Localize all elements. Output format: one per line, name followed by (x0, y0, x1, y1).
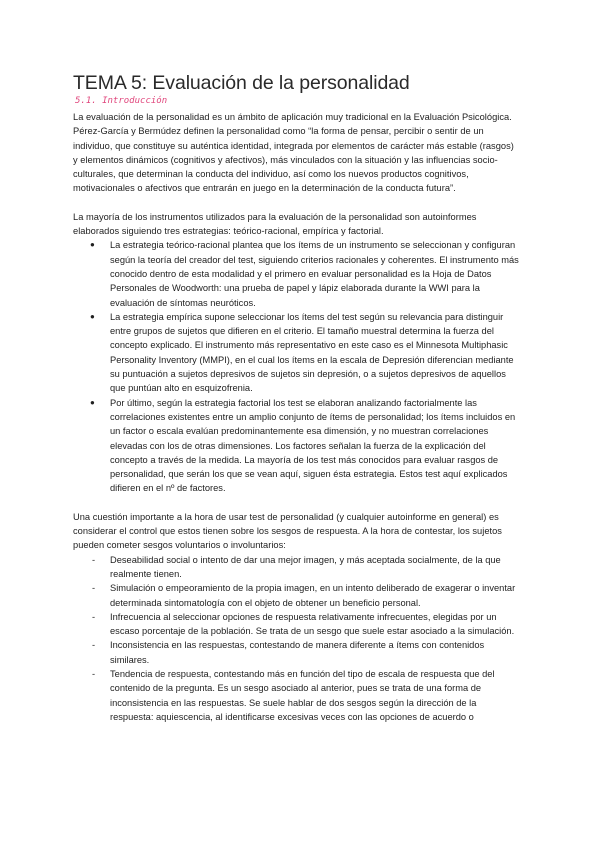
bias-text: Infrecuencia al seleccionar opciones de respuesta relativamente infrecuentes, elegidas por un escaso porcentaje de la población. Se trata de un sesgo que suele estar asociado a la simulación. (110, 611, 515, 637)
bias-text: Tendencia de respuesta, contestando más en función del tipo de escala de respuesta que del contenido de la pregunta. Es un sesgo asociado al anterior, pues se trata de una forma de inconsistencia en las respuestas. Se suele hablar de dos sesgos según la dirección de la respuesta: aquiescencia, al identificarse excesivas veces con las opciones de acuerdo o (110, 668, 495, 722)
page-title: TEMA 5: Evaluación de la personalidad (73, 72, 410, 94)
document-content (73, 71, 521, 724)
biases-list (73, 553, 521, 725)
bias-item (73, 667, 521, 724)
section-subtitle: 5.1. Introducción (75, 96, 168, 106)
dash-mark: - (92, 554, 96, 565)
paragraph-gap (73, 196, 521, 210)
strategies-list (73, 238, 521, 495)
bias-item (73, 638, 521, 667)
dash-mark: - (92, 640, 96, 651)
strategy-item (73, 310, 521, 396)
strategies-intro-paragraph: La mayoría de los instrumentos utilizados para la evaluación de la personalidad son autoinformes elaborados siguiendo tres estrategias: teórico-racional, empírica y factorial. (73, 211, 477, 237)
strategy-text: La estrategia teórico-racional plantea que los ítems de un instrumento se seleccionan y configuran según la teoría del creador del test, siguiendo criterios racionales y coherentes. El instrumento más conocido dentro de esta modalidad y el primero en evaluar personalidad es la Hoja de Datos Personales de Woodworth: una prueba de papel y lápiz elaborada durante la WWI para la evaluación de síntomas neuróticos. (110, 240, 519, 308)
dash-mark: - (92, 611, 96, 622)
bullet-mark: ● (90, 311, 95, 321)
dash-mark: - (92, 668, 96, 679)
bullet-mark: ● (90, 240, 95, 250)
strategy-item (73, 238, 521, 309)
bias-text: Inconsistencia en las respuestas, contestando de manera diferente a ítems con contenidos similares. (110, 640, 485, 665)
strategy-text: La estrategia empírica supone seleccionar los ítems del test según su relevancia para distinguir entre grupos de sujetos que difieren en el criterio. El tamaño muestral determina la fuerza del concepto explicado. El instrumento más representativo en este caso es el Minnesota Multiphasic Personality Inventory (MMPI), en el cual los ítems en la escala de Depresión diferencian mediante su puntuación a sujetos depresivos de sujetos sin depresión, o a sujetos depresivos de aquellos que puntúan alto en esquizofrenia. (110, 311, 514, 394)
bias-item (73, 553, 521, 582)
dash-mark: - (92, 583, 96, 594)
paragraph-gap (73, 496, 521, 510)
strategy-text: Por último, según la estrategia factorial los test se elaboran analizando factorialmente las correlaciones existentes entre un amplio conjunto de ítems de personalidad; los ítems incluidos en un factor o escala evalúan predominantemente esa dimensión, y no muestran correlaciones elevadas con los de otras dimensiones. Los factores señalan la fuerza de la explicación del concepto a través de la medida. La mayoría de los test más conocidos para evaluar rasgos de personalidad, que serán los que se vean aquí, siguen ésta estrategia. Estos test aquí explicados difieren en el nº de factores. (110, 397, 516, 494)
bullet-mark: ● (90, 397, 95, 407)
strategy-item (73, 396, 521, 496)
bias-item (73, 581, 521, 610)
bias-text: Deseabilidad social o intento de dar una mejor imagen, y más aceptada socialmente, de la que realmente tienen. (110, 554, 501, 579)
intro-paragraph: La evaluación de la personalidad es un ámbito de aplicación muy tradicional en la Evaluación Psicológica. Pérez-García y Bermúdez definen la personalidad como “la forma de pensar, percibir o sentir de un individuo, que constituye su auténtica identidad, integrada por elementos de carácter más estable (rasgos) y elementos dinámicos (cognitivos y afectivos), más vinculados con la situación y las influencias socio-culturales, que determinan la conducta del individuo, así como los nuevos productos cognitivos, motivacionales o afectivos que entrarán en juego en la determinación de la conducta futura”. (73, 112, 514, 194)
biases-intro-paragraph: Una cuestión importante a la hora de usar test de personalidad (y cualquier autoinforme en general) es considerar el control que estos tienen sobre los sesgos de respuesta. A la hora de contestar, los sujetos pueden cometer sesgos voluntarios o involuntarios: (73, 511, 502, 551)
bias-item (73, 610, 521, 639)
bias-text: Simulación o empeoramiento de la propia imagen, en un intento deliberado de exagerar o inventar determinada sintomatología con el objeto de obtener un beneficio personal. (110, 583, 516, 608)
